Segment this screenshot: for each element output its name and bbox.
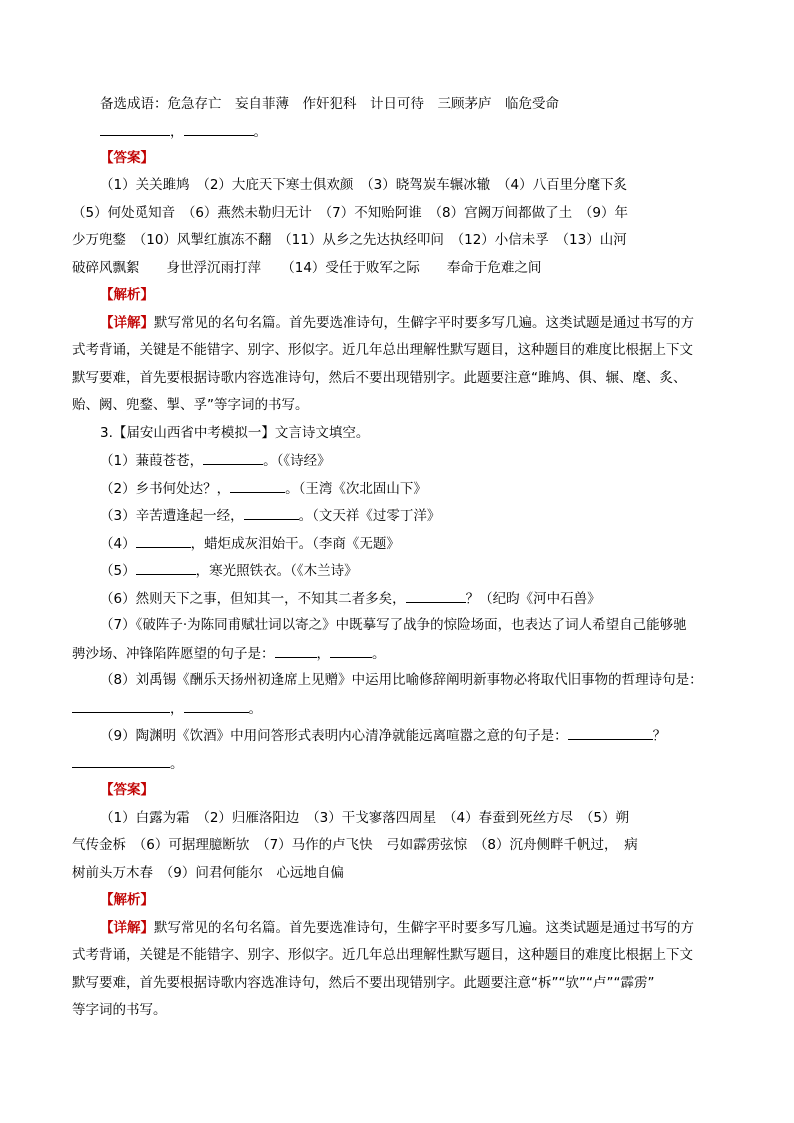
answer-heading: 【答案】	[100, 782, 154, 798]
candidate-idioms: 备选成语：危急存亡 妄自菲薄 作奸犯科 计日可待 三顾茅庐 临危受命	[100, 96, 559, 112]
answer-line: 破碎风飘絮 身世浮沉雨打萍 （14）受任于败军之际 奉命于危难之间	[72, 260, 542, 276]
question-item-2	[100, 478, 427, 499]
question-mark: ？	[652, 728, 667, 744]
comma: ，	[170, 701, 184, 717]
answer-heading: 【答案】	[100, 150, 154, 166]
question-item-8: （8）刘禹锡《酬乐天扬州初逢席上见赠》中运用比喻修辞阐明新事物必将取代旧事物的哲理诗句是：	[100, 672, 703, 688]
comma: ，	[316, 646, 330, 662]
item-text: （6）然则天下之事，但知其一，不知其二者多矣，	[100, 591, 406, 607]
blank[interactable]	[72, 698, 170, 713]
analysis-line: 式考背诵，关键是不能错字、别字、形似字。近几年总出理解性默写题目，这种题目的难度比根据上下文	[72, 342, 693, 358]
answer-line: （1）白露为霜 （2）归雁洛阳边 （3）干戈寥落四周星 （4）春蚕到死丝方尽 （5）朔	[100, 810, 629, 826]
item-text: （9）陶渊明《饮酒》中用问答形式表明内心清净就能远离喧嚣之意的句子是：	[100, 728, 568, 744]
question-item-9-cont	[72, 753, 184, 774]
blank[interactable]	[136, 533, 191, 548]
detail-tag: 【详解】	[100, 315, 154, 331]
question-item-3	[100, 505, 440, 526]
item-text: （1）蒹葭苍苍，	[100, 453, 204, 469]
item-source: 。（文天祥《过零丁洋》	[298, 508, 441, 524]
answer-line: （5）何处觅知音 （6）燕然未勒归无计 （7）不知贻阿谁 （8）宫阙万间都做了土 （9）年	[72, 205, 628, 221]
answer-line: 少万兜鍪 （10）风掣红旗冻不翻 （11）从乡之先达执经叩问 （12）小信未孚 （13）山河	[72, 232, 627, 248]
question-item-7-cont	[72, 643, 386, 664]
blank[interactable]	[184, 698, 249, 713]
blank[interactable]	[568, 725, 653, 740]
analysis-text: 默写常见的名句名篇。首先要选准诗句，生僻字平时要多写几遍。这类试题是通过书写的方	[154, 315, 694, 331]
analysis-line: 贻、阙、兜鍪、掣、孚”等字词的书写。	[72, 397, 309, 413]
item-text: （3）辛苦遭逢起一经，	[100, 508, 244, 524]
question-item-6	[100, 588, 601, 609]
item-text: ，蜡炬成灰泪始干。（李商《无题》	[190, 536, 400, 552]
period: 。	[253, 124, 267, 140]
blank-line-top	[100, 121, 267, 142]
comma: ，	[170, 124, 184, 140]
item-source: 。（王湾《次北固山下》	[285, 481, 427, 497]
analysis-line: 默写要难，首先要根据诗歌内容选准诗句，然后不要出现错别字。此题要注意“柝”“欤”“卢”“霹雳”	[72, 975, 655, 991]
question-item-5	[100, 560, 358, 581]
blank[interactable]	[330, 643, 372, 658]
period: 。	[170, 756, 184, 772]
item-source: ？（纪昀《河中石兽》	[465, 591, 601, 607]
answer-line: 树前头万木春 （9）问君何能尔 心远地自偏	[72, 865, 344, 881]
blank[interactable]	[72, 753, 170, 768]
question-item-8-cont	[72, 698, 262, 719]
answer-line: （1）关关雎鸠 （2）大庇天下寒士俱欢颜 （3）晓驾炭车辗冰辙 （4）八百里分麾下炙	[100, 177, 628, 193]
question-item-9	[100, 725, 666, 746]
blank[interactable]	[230, 478, 285, 493]
blank[interactable]	[136, 560, 196, 575]
analysis-heading: 【解析】	[100, 287, 154, 303]
blank[interactable]	[244, 505, 299, 520]
analysis-line	[100, 313, 694, 333]
analysis-line	[100, 918, 694, 938]
item-text: （2）乡书何处达？，	[100, 481, 231, 497]
item-text: 骋沙场、冲锋陷阵愿望的句子是：	[72, 646, 275, 662]
item-text: ，寒光照铁衣。（《木兰诗》	[195, 563, 358, 579]
detail-tag: 【详解】	[100, 920, 154, 936]
blank[interactable]	[184, 121, 254, 136]
question-title: 3.【届安山西省中考模拟一】文言诗文填空。	[100, 425, 370, 441]
period: 。	[248, 701, 262, 717]
blank[interactable]	[406, 588, 466, 603]
blank[interactable]	[275, 643, 317, 658]
analysis-line: 式考背诵，关键是不能错字、别字、形似字。近几年总出理解性默写题目，这种题目的难度比根据上下文	[72, 947, 693, 963]
item-text: （5）	[100, 563, 136, 579]
analysis-text: 默写常见的名句名篇。首先要选准诗句，生僻字平时要多写几遍。这类试题是通过书写的方	[154, 920, 694, 936]
question-item-4	[100, 533, 400, 554]
analysis-line: 默写要难，首先要根据诗歌内容选准诗句，然后不要出现错别字。此题要注意“雎鸠、俱、辗、麾、炙、	[72, 370, 687, 386]
analysis-heading: 【解析】	[100, 892, 154, 908]
answer-line: 气传金柝 （6）可据理臆断欤 （7）马作的卢飞快 弓如霹雳弦惊 （8）沉舟侧畔千帆过， 病	[72, 837, 638, 853]
period: 。	[372, 646, 386, 662]
item-source: 。（《诗经》	[263, 453, 331, 469]
question-item-7: （7）《破阵子·为陈同甫赋壮词以寄之》中既摹写了战争的惊险场面，也表达了词人希望自己能够驰	[100, 617, 687, 633]
blank[interactable]	[100, 121, 170, 136]
analysis-line: 等字词的书写。	[72, 1002, 167, 1018]
item-text: （4）	[100, 536, 136, 552]
blank[interactable]	[203, 450, 263, 465]
question-item-1	[100, 450, 331, 471]
